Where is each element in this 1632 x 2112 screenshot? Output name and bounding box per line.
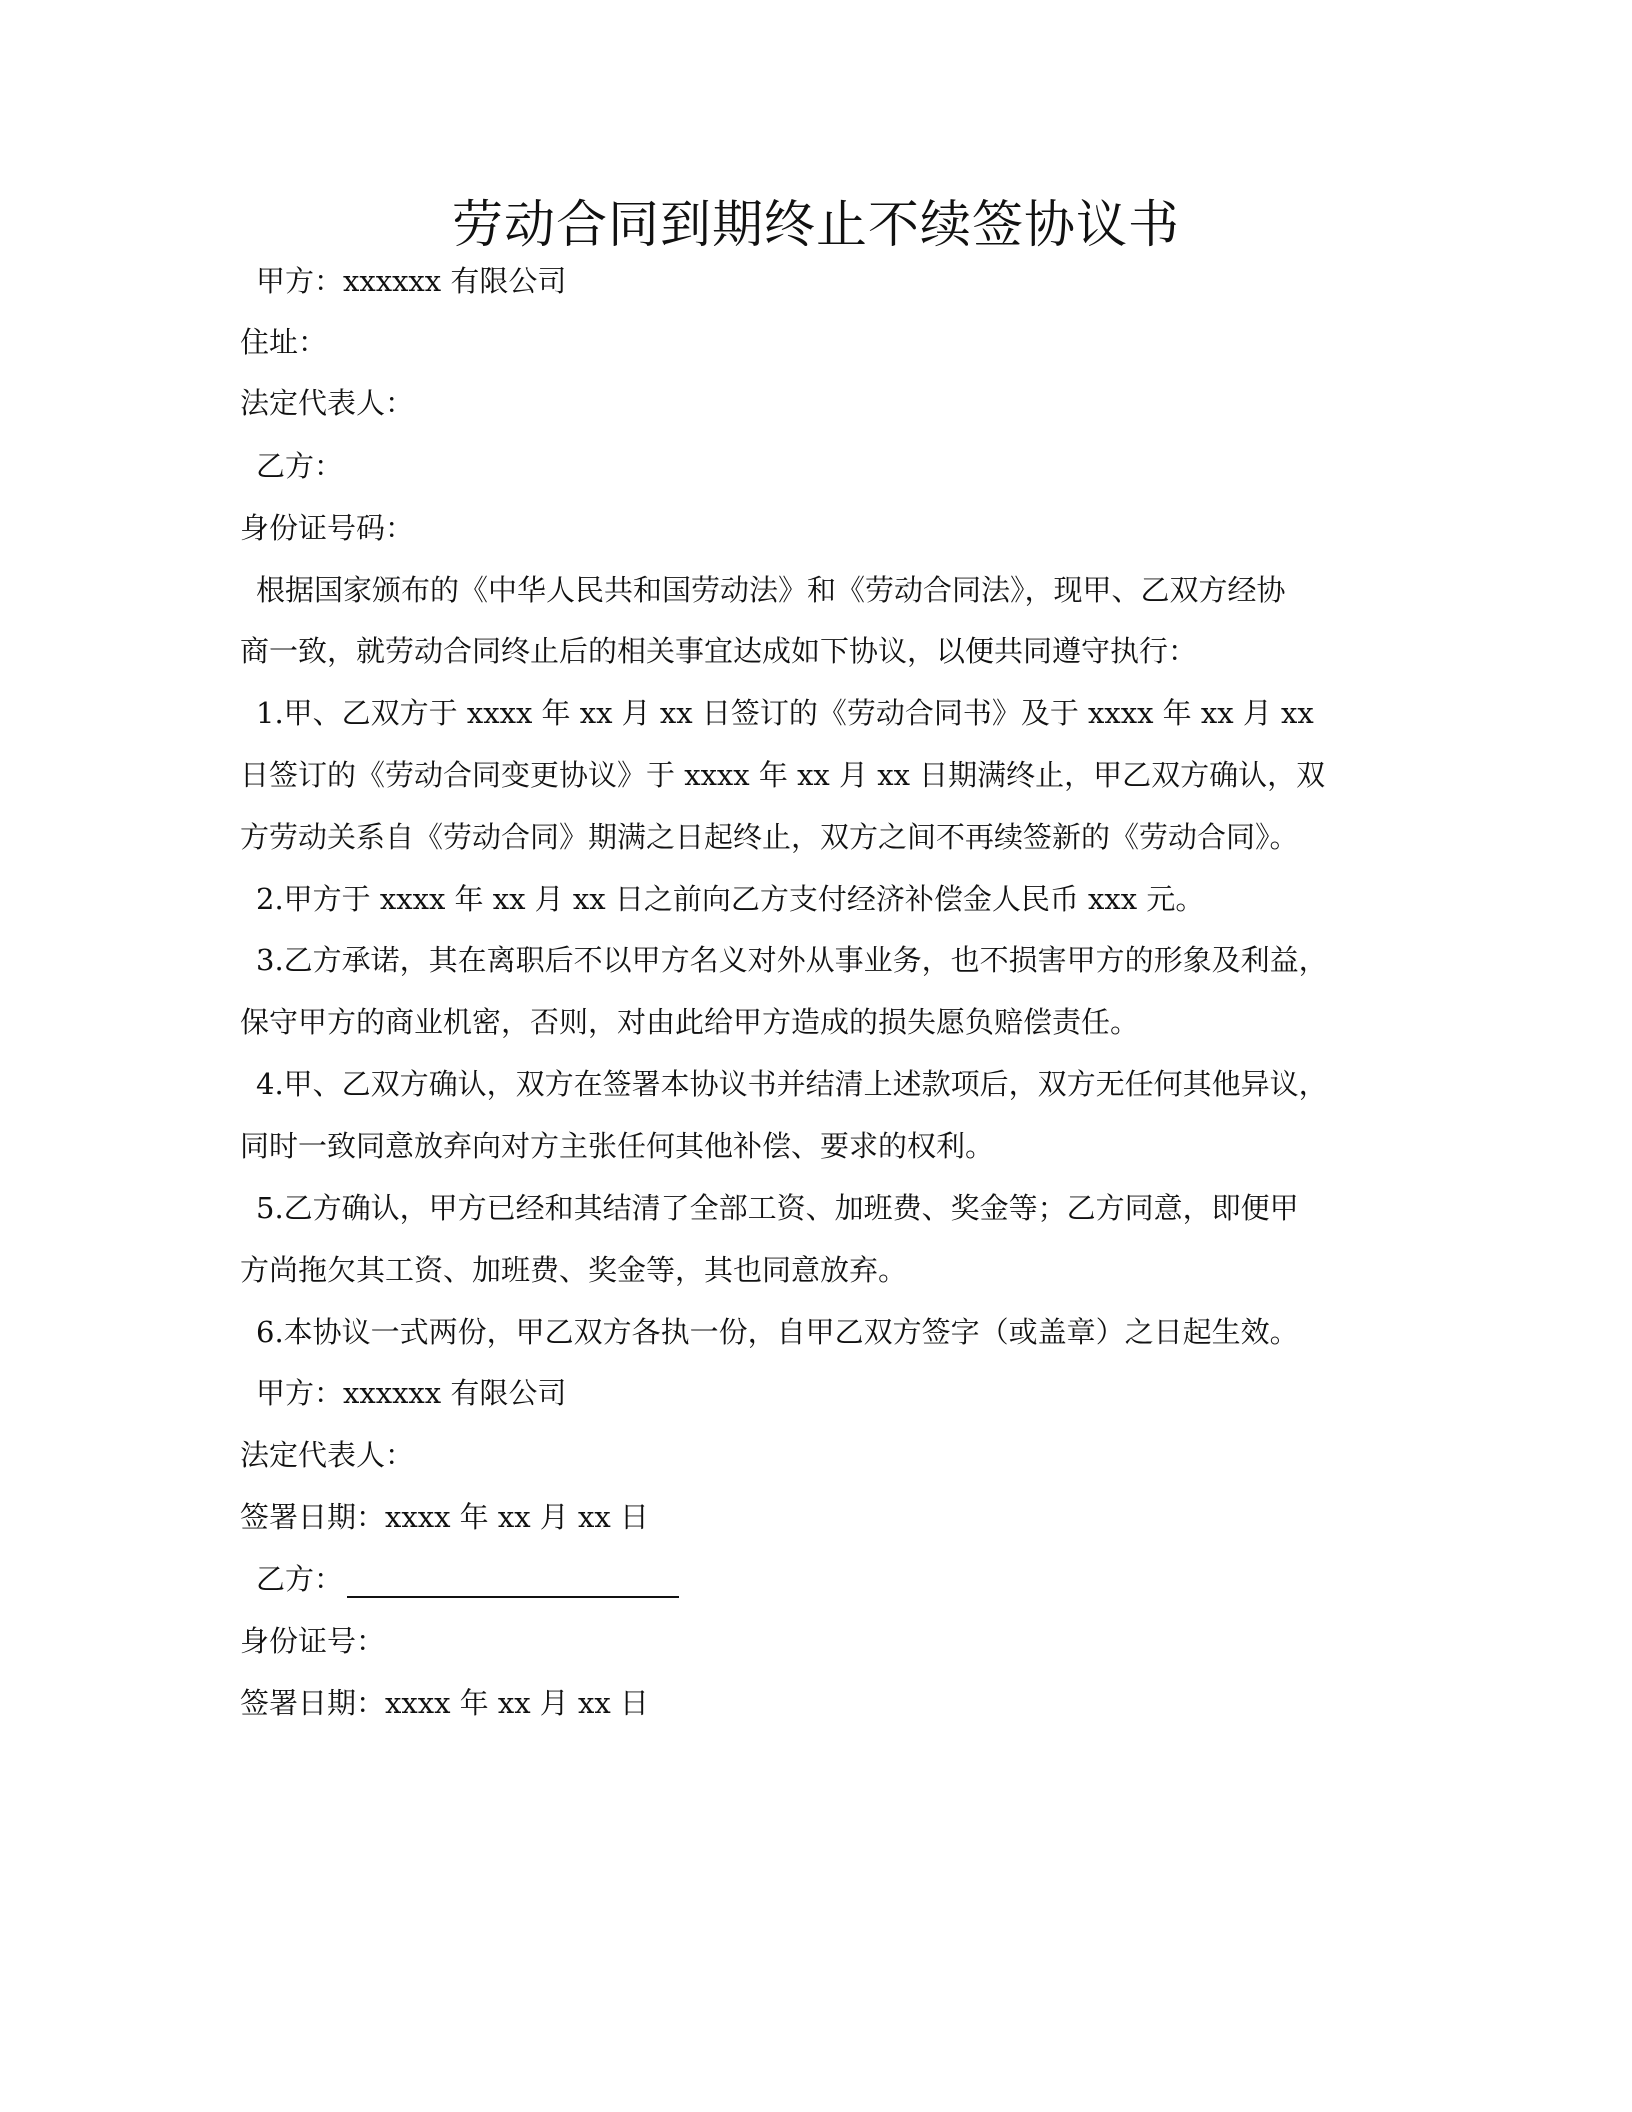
signature-legal-rep: 法定代表人： — [240, 1438, 415, 1472]
intro-line: 商一致，就劳动合同终止后的相关事宜达成如下协议，以便共同遵守执行： — [240, 634, 1198, 668]
intro-line: 根据国家颁布的《中华人民共和国劳动法》和《劳动合同法》，现甲、乙双方经协 — [256, 573, 1286, 607]
id-number-line: 身份证号码： — [240, 511, 415, 545]
signature-party-b-row — [256, 1560, 679, 1598]
signature-id-number: 身份证号： — [240, 1624, 386, 1658]
signature-party-a: 甲方：xxxxxx 有限公司 — [256, 1376, 567, 1410]
address-line: 住址： — [240, 325, 328, 359]
clause-5-line: 5.乙方确认，甲方已经和其结清了全部工资、加班费、奖金等；乙方同意，即便甲 — [256, 1191, 1299, 1225]
clause-3-line: 3.乙方承诺，其在离职后不以甲方名义对外从事业务，也不损害甲方的形象及利益， — [256, 943, 1328, 977]
party-a-line: 甲方：xxxxxx 有限公司 — [256, 264, 567, 298]
signature-date-b: 签署日期：xxxx 年 xx 月 xx 日 — [240, 1686, 649, 1720]
clause-2-line: 2.甲方于 xxxx 年 xx 月 xx 日之前向乙方支付经济补偿金人民币 xxx 元。 — [256, 882, 1205, 916]
party-b-line: 乙方： — [256, 449, 344, 483]
clause-4-line: 同时一致同意放弃向对方主张任何其他补偿、要求的权利。 — [240, 1129, 995, 1163]
legal-rep-line: 法定代表人： — [240, 386, 415, 420]
clause-1-line: 日签订的《劳动合同变更协议》于 xxxx 年 xx 月 xx 日期满终止，甲乙双方确认，双 — [240, 758, 1326, 792]
clause-1-line: 方劳动关系自《劳动合同》期满之日起终止，双方之间不再续签新的《劳动合同》。 — [240, 820, 1299, 854]
clause-1-line: 1.甲、乙双方于 xxxx 年 xx 月 xx 日签订的《劳动合同书》及于 xxxx 年 xx 月 xx — [256, 696, 1314, 730]
signature-blank-line[interactable] — [347, 1569, 679, 1598]
document-title: 劳动合同到期终止不续签协议书 — [451, 196, 1180, 255]
signature-party-b-label: 乙方： — [256, 1562, 344, 1596]
clause-6-line: 6.本协议一式两份，甲乙双方各执一份，自甲乙双方签字（或盖章）之日起生效。 — [256, 1315, 1299, 1349]
clause-5-line: 方尚拖欠其工资、加班费、奖金等，其也同意放弃。 — [240, 1253, 908, 1287]
signature-date-a: 签署日期：xxxx 年 xx 月 xx 日 — [240, 1500, 649, 1534]
clause-3-line: 保守甲方的商业机密，否则，对由此给甲方造成的损失愿负赔偿责任。 — [240, 1005, 1140, 1039]
clause-4-line: 4.甲、乙双方确认，双方在签署本协议书并结清上述款项后，双方无任何其他异议， — [256, 1067, 1328, 1101]
